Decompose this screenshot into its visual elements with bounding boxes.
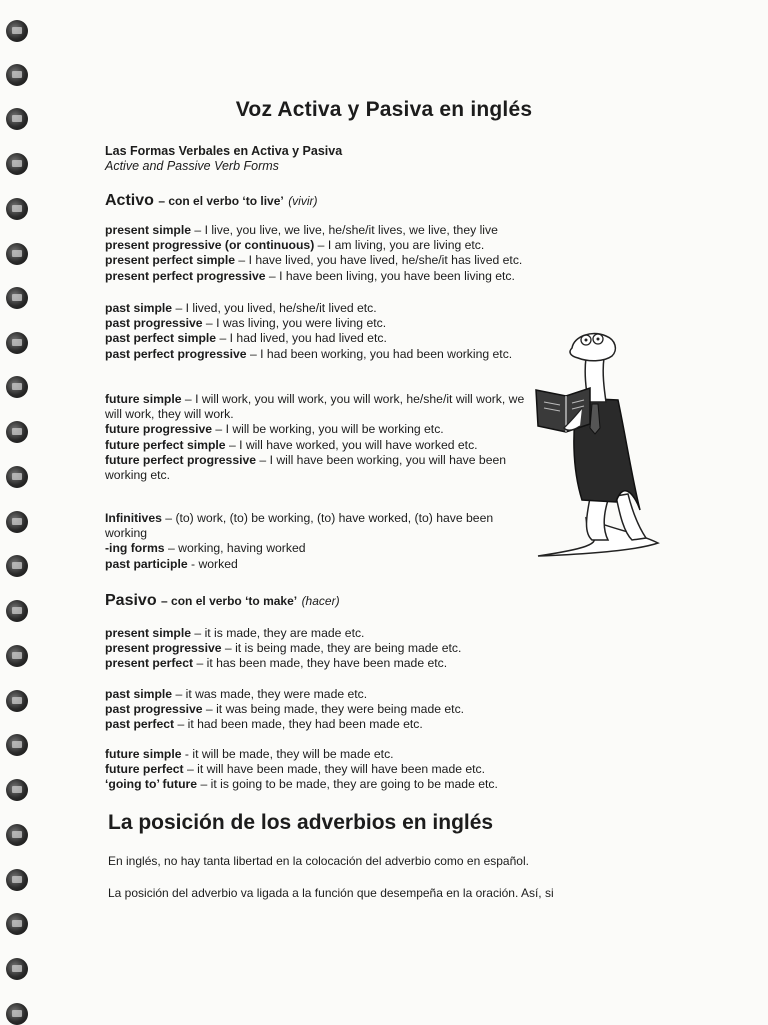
verb-form-term: present simple (105, 626, 192, 640)
verb-form-term: present progressive (or continuous) (105, 238, 315, 253)
verb-form-example: – it was being made, they were being made etc. (202, 702, 465, 717)
verb-form-example: – I am living, you are living etc. (314, 238, 485, 253)
verb-form-line (105, 238, 522, 253)
verb-form-line (105, 301, 525, 316)
verb-form-term: future perfect (105, 762, 184, 777)
active-future-forms (105, 392, 525, 483)
active-heading-paren: (vivir) (288, 194, 318, 208)
verb-form-line (105, 541, 525, 556)
verb-form-line (105, 269, 522, 284)
verb-form-example: – I live, you live, we live, he/she/it lives, we live, they live (191, 223, 498, 237)
verb-form-term: ‘going to’ future (105, 777, 198, 792)
verb-form-term: -ing forms (105, 541, 165, 556)
verb-form-example: – it has been made, they have been made etc. (193, 656, 448, 671)
passive-future-forms (105, 747, 498, 793)
verb-form-term: future perfect progressive (105, 452, 257, 467)
verb-form-line (105, 438, 525, 453)
verb-form-example: – I will have been working, you will have been working etc. (105, 452, 507, 483)
passive-present-forms (105, 626, 461, 672)
verb-form-term: future perfect simple (105, 437, 226, 452)
verb-form-term: present perfect simple (105, 253, 236, 268)
dinosaur-reading-illustration (528, 328, 668, 560)
verb-form-term: present perfect progressive (105, 268, 266, 283)
subtitle-english: Active and Passive Verb Forms (105, 159, 279, 173)
verb-form-example: – it is being made, they are being made etc. (221, 641, 462, 656)
verb-form-line (105, 347, 525, 362)
verb-form-term: past participle (105, 556, 188, 571)
verb-form-term: future simple (105, 747, 182, 761)
verb-form-example: – I will be working, you will be working etc. (212, 422, 444, 437)
verb-form-example: - it will be made, they will be made etc. (181, 747, 394, 761)
verb-form-term: present simple (105, 223, 192, 237)
verb-form-line (105, 331, 525, 346)
adverbs-paragraph-1: En inglés, no hay tanta libertad en la colocación del adverbio como en español. (108, 854, 529, 868)
adverbs-paragraph-2: La posición del adverbio va ligada a la función que desempeña en la oración. Así, si (108, 886, 554, 900)
verb-form-line (105, 747, 498, 762)
verb-form-line (105, 762, 498, 777)
active-heading-note: – con el verbo ‘to live’ (158, 194, 284, 208)
verb-form-term: past simple (105, 301, 173, 315)
verb-form-example: - worked (187, 556, 238, 571)
verb-form-term: past progressive (105, 316, 203, 331)
verb-form-example: – it is going to be made, they are going to be made etc. (197, 777, 498, 792)
active-heading-label: Activo (105, 192, 154, 209)
verb-form-example: – I will work, you will work, you will work, he/she/it will work, we will work, they will work. (105, 392, 525, 422)
adverbs-section-title: La posición de los adverbios en inglés (108, 811, 494, 834)
passive-heading-paren: (hacer) (301, 594, 340, 608)
verb-form-line (105, 422, 525, 437)
verb-form-line (105, 687, 464, 702)
verb-form-line (105, 316, 525, 331)
verb-form-example: – it is made, they are made etc. (191, 626, 365, 640)
verb-form-term: past perfect simple (105, 331, 217, 346)
verb-form-line (105, 717, 464, 732)
passive-heading-label: Pasivo (105, 592, 157, 609)
verb-form-term: present progressive (105, 641, 222, 656)
verb-form-term: past progressive (105, 702, 203, 717)
active-present-forms (105, 223, 522, 284)
verb-form-term: future progressive (105, 422, 213, 437)
verb-form-term: past perfect progressive (105, 346, 247, 361)
verb-form-example: – I have lived, you have lived, he/she/it has lived etc. (235, 253, 523, 268)
verb-form-line (105, 253, 522, 268)
verb-form-line (105, 557, 525, 572)
verb-form-line (105, 223, 522, 238)
page-title: Voz Activa y Pasiva en inglés (235, 98, 533, 121)
verb-form-line (105, 453, 525, 483)
passive-heading-note: – con el verbo ‘to make’ (161, 594, 298, 608)
verb-form-term: future simple (105, 392, 182, 406)
verb-form-example: – it had been made, they had been made etc. (174, 717, 423, 732)
verb-form-example: – I lived, you lived, he/she/it lived etc. (172, 301, 377, 315)
verb-form-example: – I had lived, you had lived etc. (216, 331, 387, 346)
active-nonfinite-forms (105, 511, 525, 572)
verb-form-line (105, 641, 461, 656)
verb-form-example: – I had been working, you had been working etc. (246, 346, 513, 361)
verb-form-line (105, 702, 464, 717)
verb-form-term: Infinitives (105, 511, 162, 525)
subtitle-spanish: Las Formas Verbales en Activa y Pasiva (105, 144, 343, 158)
passive-heading (105, 592, 340, 610)
verb-form-line (105, 511, 525, 541)
verb-form-example: – (to) work, (to) be working, (to) have worked, (to) have been working (105, 511, 494, 541)
verb-form-line (105, 392, 525, 422)
verb-form-example: – I will have worked, you will have worked etc. (225, 437, 478, 452)
verb-form-line (105, 656, 461, 671)
verb-form-example: – working, having worked (164, 541, 306, 556)
verb-form-term: past simple (105, 687, 173, 701)
passive-past-forms (105, 687, 464, 733)
verb-form-example: – it will have been made, they will have been made etc. (183, 762, 486, 777)
verb-form-example: – it was made, they were made etc. (172, 687, 368, 701)
verb-form-term: past perfect (105, 717, 175, 732)
active-heading (105, 192, 318, 210)
verb-form-line (105, 626, 461, 641)
active-past-forms (105, 301, 525, 362)
verb-form-line (105, 777, 498, 792)
verb-form-example: – I was living, you were living etc. (202, 316, 387, 331)
verb-form-term: present perfect (105, 656, 194, 671)
verb-form-example: – I have been living, you have been living etc. (265, 268, 515, 283)
